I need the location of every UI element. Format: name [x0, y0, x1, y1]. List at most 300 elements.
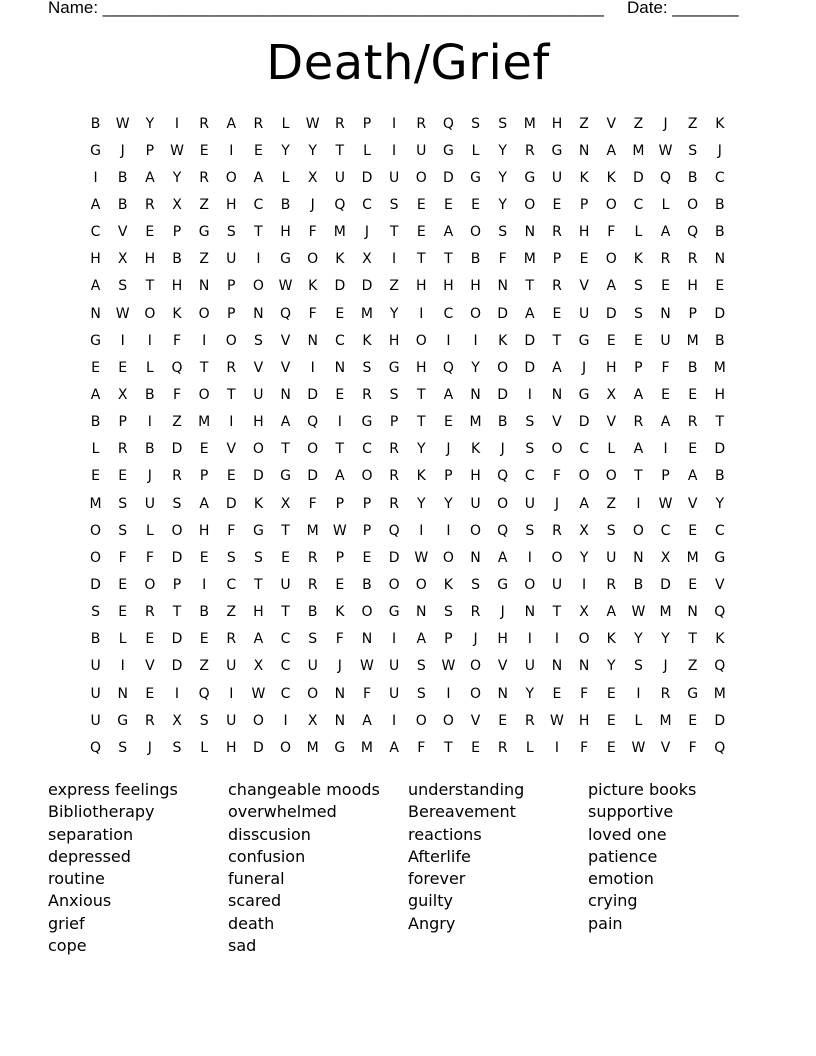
grid-letter: U [388, 685, 400, 702]
grid-letter: I [120, 658, 125, 675]
grid-letter: E [335, 576, 345, 593]
grid-letter: E [471, 196, 480, 213]
grid-letter: C [524, 468, 535, 485]
grid-letter: K [362, 332, 372, 349]
grid-letter: D [605, 305, 617, 322]
grid-letter: V [497, 658, 508, 675]
grid-letter: V [280, 332, 291, 349]
grid-letter: T [634, 468, 643, 485]
grid-letter: B [687, 169, 698, 186]
grid-letter: F [661, 359, 670, 376]
grid-letter: S [226, 224, 236, 241]
grid-letter: D [497, 386, 509, 403]
grid-letter: Y [389, 305, 399, 322]
grid-letter: S [471, 115, 480, 132]
grid-letter: K [579, 169, 589, 186]
grid-letter: F [172, 386, 182, 403]
grid-letter: L [145, 359, 154, 376]
grid-letter: G [334, 739, 346, 756]
word-column [408, 779, 588, 957]
grid-letter: F [580, 685, 589, 702]
grid-letter: D [714, 712, 726, 729]
grid-letter: G [470, 169, 481, 186]
grid-letter: O [415, 332, 427, 349]
grid-letter: Q [198, 685, 210, 702]
word-item: Afterlife [408, 846, 471, 866]
grid-letter: J [582, 359, 587, 376]
grid-letter: I [202, 576, 207, 593]
grid-letter: C [362, 441, 372, 458]
grid-letter: B [715, 332, 725, 349]
word-list [48, 779, 768, 957]
grid-letter: E [91, 359, 100, 376]
grid-letter: I [582, 576, 587, 593]
grid-letter: M [686, 332, 699, 349]
grid-letter: I [337, 414, 342, 431]
grid-letter: G [280, 468, 291, 485]
word-item: picture books [588, 780, 697, 799]
grid-letter: D [714, 305, 726, 322]
grid-letter: L [471, 142, 480, 159]
grid-letter: Q [714, 658, 726, 675]
grid-letter: A [606, 278, 617, 295]
word-item: Bibliotherapy [48, 802, 155, 822]
grid-letter: O [415, 712, 427, 729]
grid-letter: Y [416, 441, 426, 458]
grid-letter: E [118, 359, 128, 376]
grid-letter: A [90, 278, 101, 295]
grid-letter: M [306, 522, 319, 539]
grid-letter: E [145, 685, 155, 702]
grid-letter: N [497, 278, 508, 295]
grid-letter: O [225, 169, 237, 186]
grid-letter: D [171, 631, 183, 648]
grid-letter: N [334, 712, 346, 729]
grid-letter: U [144, 495, 155, 512]
grid-letter: Y [525, 685, 535, 702]
grid-letter: Z [172, 414, 182, 431]
word-item: supportive [588, 802, 674, 822]
grid-letter: E [715, 278, 725, 295]
grid-letter: D [307, 468, 319, 485]
grid-letter: B [715, 224, 725, 241]
grid-letter: L [281, 169, 290, 186]
grid-letter: O [225, 332, 237, 349]
grid-letter: M [523, 251, 536, 268]
grid-letter: R [144, 712, 155, 729]
grid-letter: O [144, 576, 156, 593]
grid-letter: U [606, 549, 617, 566]
grid-letter: O [415, 169, 427, 186]
grid-letter: I [527, 549, 532, 566]
grid-letter: U [90, 658, 101, 675]
grid-letter: I [446, 522, 451, 539]
grid-letter: N [470, 386, 481, 403]
grid-letter: M [632, 142, 645, 159]
grid-letter: A [687, 468, 698, 485]
word-item: funeral [228, 869, 285, 889]
grid-letter: H [171, 278, 183, 295]
page-title: Death/Grief [266, 35, 550, 91]
grid-letter: O [252, 278, 264, 295]
grid-letter: A [443, 224, 454, 241]
grid-letter: E [199, 441, 209, 458]
grid-letter: V [280, 359, 291, 376]
grid-letter: M [659, 712, 672, 729]
grid-letter: R [416, 115, 427, 132]
grid-letter: V [579, 278, 589, 295]
grid-letter: H [714, 386, 726, 403]
grid-letter: E [199, 142, 209, 159]
grid-letter: R [524, 712, 535, 729]
grid-letter: X [172, 712, 182, 729]
grid-letter: Q [171, 359, 183, 376]
grid-letter: O [442, 549, 454, 566]
grid-letter: G [687, 685, 699, 702]
grid-letter: E [688, 522, 698, 539]
grid-letter: C [226, 576, 237, 593]
grid-letter: W [278, 278, 293, 295]
grid-letter: K [606, 631, 616, 648]
grid-letter: T [552, 604, 562, 621]
grid-letter: T [145, 278, 155, 295]
grid-letter: S [253, 549, 263, 566]
grid-letter: W [332, 522, 347, 539]
grid-letter: P [552, 251, 562, 268]
grid-letter: M [713, 359, 726, 376]
grid-letter: X [253, 658, 264, 675]
grid-letter: S [471, 576, 480, 593]
grid-letter: X [117, 251, 128, 268]
grid-letter: V [660, 739, 671, 756]
grid-letter: O [307, 685, 319, 702]
grid-letter: D [632, 169, 644, 186]
grid-letter: N [280, 386, 291, 403]
grid-letter: K [335, 604, 345, 621]
grid-letter: D [225, 495, 237, 512]
grid-letter: B [90, 631, 101, 648]
grid-letter: A [660, 224, 671, 241]
grid-letter: H [280, 224, 291, 241]
word-item: Anxious [48, 891, 112, 911]
grid-letter: R [660, 251, 671, 268]
grid-letter: O [687, 196, 699, 213]
grid-letter: T [226, 386, 236, 403]
grid-letter: R [172, 468, 182, 485]
grid-letter: Y [281, 142, 290, 159]
grid-letter: S [118, 739, 128, 756]
grid-letter: U [388, 169, 400, 186]
grid-letter: D [171, 441, 183, 458]
grid-letter: V [470, 712, 481, 729]
grid-letter: P [118, 414, 127, 431]
grid-letter: X [579, 604, 589, 621]
grid-letter: E [688, 386, 698, 403]
grid-letter: R [497, 739, 508, 756]
grid-letter: I [392, 142, 397, 159]
grid-letter: N [497, 685, 508, 702]
grid-letter: N [334, 359, 346, 376]
grid-letter: O [252, 441, 264, 458]
grid-letter: E [145, 631, 155, 648]
grid-letter: T [525, 278, 535, 295]
grid-letter: K [633, 251, 643, 268]
grid-letter: V [145, 658, 155, 675]
grid-letter: O [578, 468, 590, 485]
grid-letter: T [199, 359, 209, 376]
grid-letter: U [578, 305, 590, 322]
grid-letter: T [444, 251, 453, 268]
grid-letter: R [144, 604, 155, 621]
grid-letter: H [578, 224, 590, 241]
word-item: overwhelmed [228, 802, 337, 822]
grid-letter: Q [714, 604, 726, 621]
grid-letter: I [229, 142, 234, 159]
grid-letter: T [281, 441, 290, 458]
grid-letter: F [308, 305, 317, 322]
grid-letter: E [118, 576, 128, 593]
grid-letter: B [470, 251, 481, 268]
grid-letter: E [335, 305, 345, 322]
grid-letter: G [90, 332, 101, 349]
grid-letter: S [172, 739, 182, 756]
grid-letter: J [500, 441, 505, 458]
grid-letter: F [607, 224, 616, 241]
grid-letter: H [226, 196, 237, 213]
grid-letter: X [362, 251, 372, 268]
grid-letter: E [688, 441, 698, 458]
grid-letter: Z [633, 115, 644, 132]
grid-letter: W [360, 658, 374, 675]
grid-letter: O [551, 549, 563, 566]
grid-letter: A [633, 386, 644, 403]
grid-letter: J [364, 224, 370, 241]
grid-letter: O [90, 522, 102, 539]
grid-letter: N [687, 604, 698, 621]
grid-letter: L [525, 739, 534, 756]
grid-letter: F [227, 522, 236, 539]
grid-letter: J [310, 196, 315, 213]
grid-letter: X [280, 495, 291, 512]
grid-letter: K [470, 441, 481, 458]
grid-letter: K [498, 332, 508, 349]
grid-letter: R [389, 468, 399, 485]
grid-letter: B [715, 196, 725, 213]
word-column [48, 779, 228, 957]
grid-letter: E [362, 549, 372, 566]
grid-letter: F [552, 468, 561, 485]
grid-letter: K [416, 468, 426, 485]
grid-letter: S [525, 522, 535, 539]
grid-letter: B [117, 196, 128, 213]
grid-letter: C [443, 305, 454, 322]
grid-letter: E [661, 278, 670, 295]
grid-letter: Y [634, 631, 643, 648]
grid-letter: V [606, 414, 617, 431]
grid-letter: S [633, 305, 643, 322]
grid-letter: F [688, 739, 697, 756]
grid-letter: F [308, 224, 317, 241]
grid-letter: A [416, 631, 427, 648]
grid-letter: U [253, 386, 264, 403]
word-item: emotion [588, 869, 654, 889]
grid-letter: Y [308, 142, 317, 159]
grid-letter: R [524, 142, 535, 159]
grid-letter: N [551, 658, 563, 675]
grid-letter: R [633, 414, 644, 431]
grid-letter: S [91, 604, 101, 621]
grid-letter: S [118, 278, 128, 295]
grid-letter: I [256, 251, 261, 268]
grid-letter: I [392, 251, 397, 268]
grid-letter: D [578, 414, 590, 431]
grid-letter: I [663, 441, 668, 458]
grid-letter: N [633, 549, 644, 566]
word-item: Bereavement [408, 802, 516, 822]
grid-letter: B [117, 169, 128, 186]
grid-letter: Y [416, 495, 426, 512]
grid-letter: N [578, 658, 590, 675]
grid-letter: O [632, 522, 644, 539]
grid-letter: R [199, 115, 209, 132]
grid-letter: B [633, 576, 644, 593]
grid-letter: L [607, 441, 616, 458]
grid-letter: V [552, 414, 562, 431]
grid-letter: E [118, 468, 128, 485]
grid-letter: T [715, 414, 725, 431]
grid-letter: J [337, 658, 342, 675]
grid-letter: E [253, 142, 263, 159]
grid-letter: L [91, 441, 100, 458]
grid-letter: T [416, 251, 426, 268]
grid-letter: C [280, 658, 291, 675]
grid-letter: S [362, 359, 372, 376]
grid-letter: W [658, 495, 673, 512]
grid-letter: A [199, 495, 209, 512]
grid-letter: G [714, 549, 726, 566]
grid-letter: P [579, 196, 589, 213]
grid-letter: O [144, 305, 156, 322]
grid-letter: U [551, 169, 563, 186]
grid-letter: O [470, 522, 482, 539]
grid-letter: H [198, 522, 210, 539]
grid-letter: I [392, 115, 397, 132]
grid-letter: F [308, 495, 317, 512]
grid-letter: Y [498, 196, 507, 213]
grid-letter: C [90, 224, 101, 241]
grid-letter: U [416, 142, 427, 159]
grid-letter: E [416, 196, 426, 213]
word-item: Angry [408, 913, 456, 933]
grid-letter: D [524, 359, 536, 376]
grid-letter: R [687, 414, 698, 431]
grid-letter: Q [660, 169, 672, 186]
grid-letter: P [362, 115, 372, 132]
grid-letter: T [254, 224, 263, 241]
grid-letter: H [470, 278, 481, 295]
word-column [588, 779, 768, 957]
grid-letter: J [147, 468, 152, 485]
grid-letter: A [606, 604, 617, 621]
grid-letter: T [335, 441, 345, 458]
grid-letter: H [687, 278, 698, 295]
grid-letter: U [90, 712, 101, 729]
grid-letter: H [144, 251, 156, 268]
word-item: grief [48, 913, 85, 933]
grid-letter: R [226, 631, 237, 648]
grid-letter: O [578, 631, 590, 648]
grid-letter: T [281, 522, 290, 539]
grid-letter: L [281, 115, 290, 132]
grid-letter: L [363, 142, 371, 159]
grid-letter: N [660, 305, 671, 322]
grid-letter: O [171, 522, 183, 539]
grid-letter: E [199, 631, 209, 648]
grid-letter: D [388, 549, 400, 566]
grid-letter: O [470, 224, 482, 241]
grid-letter: E [661, 386, 670, 403]
word-item: death [228, 913, 275, 933]
grid-letter: R [307, 549, 318, 566]
grid-letter: R [552, 522, 562, 539]
grid-letter: S [199, 712, 209, 729]
grid-letter: W [441, 658, 456, 675]
grid-letter: E [91, 468, 100, 485]
grid-letter: Z [579, 115, 589, 132]
grid-letter: E [416, 224, 426, 241]
word-item: guilty [408, 891, 453, 911]
grid-letter: W [631, 739, 646, 756]
grid-letter: M [360, 305, 374, 322]
grid-letter: Z [199, 251, 209, 268]
grid-letter: P [444, 631, 453, 648]
grid-letter: R [253, 115, 264, 132]
grid-letter: S [525, 414, 535, 431]
grid-letter: G [524, 169, 536, 186]
grid-letter: D [524, 332, 536, 349]
grid-letter: O [497, 359, 509, 376]
grid-letter: R [470, 604, 481, 621]
grid-letter: T [688, 631, 697, 648]
grid-letter: A [280, 414, 291, 431]
word-item: separation [48, 824, 134, 844]
grid-letter: I [120, 332, 125, 349]
grid-letter: U [226, 251, 237, 268]
grid-letter: H [578, 712, 590, 729]
grid-letter: I [202, 332, 207, 349]
grid-letter: T [552, 332, 562, 349]
grid-letter: Q [687, 224, 699, 241]
grid-letter: U [388, 658, 400, 675]
grid-letter: V [226, 441, 237, 458]
grid-letter: I [527, 631, 532, 648]
grid-letter: X [606, 386, 617, 403]
grid-letter: C [280, 685, 291, 702]
grid-letter: E [606, 685, 616, 702]
grid-letter: S [525, 441, 535, 458]
grid-letter: I [473, 332, 478, 349]
grid-letter: I [174, 685, 180, 702]
grid-letter: O [307, 251, 319, 268]
grid-letter: U [280, 576, 291, 593]
grid-letter: I [636, 685, 641, 702]
grid-letter: K [443, 576, 453, 593]
grid-letter: G [578, 332, 590, 349]
grid-letter: P [389, 414, 399, 431]
grid-letter: D [90, 576, 101, 593]
grid-letter: H [415, 278, 427, 295]
grid-letter: S [253, 332, 263, 349]
